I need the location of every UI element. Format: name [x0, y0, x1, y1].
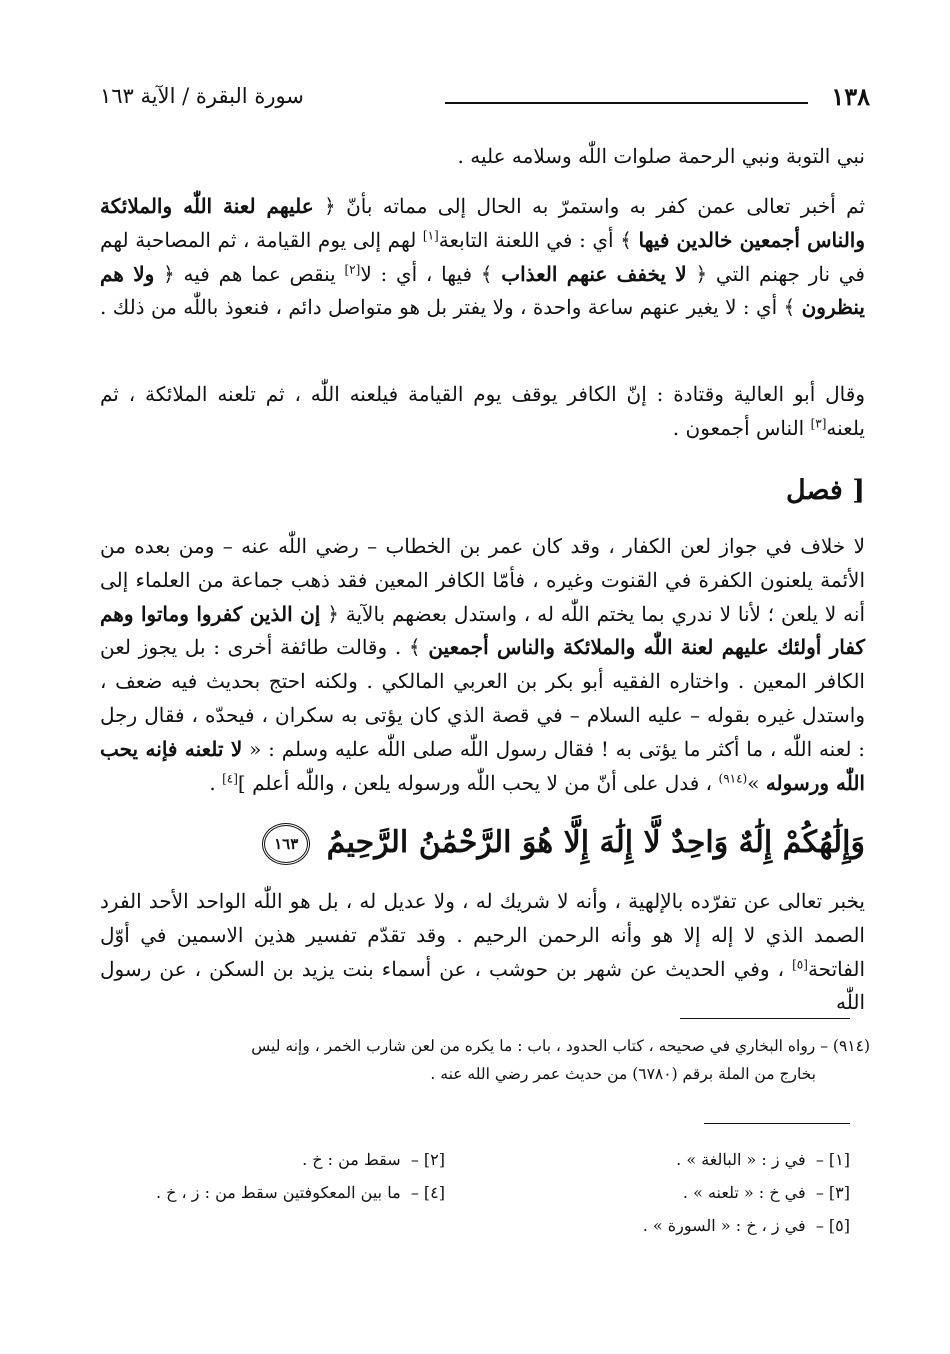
paragraph-5	[100, 885, 865, 1020]
paragraph-1-text: نبي التوبة ونبي الرحمة صلوات اللّٰه وسلامه عليه .	[457, 144, 865, 168]
variant-note-label: [١] –	[815, 1150, 850, 1169]
variant-note	[302, 1147, 445, 1173]
variant-note-label: [٤] –	[410, 1183, 445, 1202]
variant-note-text: في ز : « البالغة » .	[676, 1150, 806, 1169]
hadith-footnote-line: (٩١٤) – رواه البخاري في صحيحه ، كتاب الحدود ، باب : ما يكره من لعن شارب الخمر ، وإنه ليس	[251, 1037, 870, 1055]
footnote-marker: [٤]	[222, 770, 238, 785]
quran-quote: ولا هم ينظرون	[100, 261, 865, 320]
ayah-text: وَإِلَٰهُكُمْ إِلَٰهٌ وَاحِدٌ لَّا إِلَٰهَ إِلَّا هُوَ الرَّحْمَٰنُ الرَّحِيمُ	[326, 825, 865, 860]
paragraph-2	[100, 190, 865, 325]
header-rule	[445, 102, 808, 104]
hadith-footnote	[100, 1032, 870, 1088]
hadith-quote: لا تلعنه فإنه يحب اللّٰه ورسوله	[100, 736, 865, 795]
footnote-marker: [٥]	[792, 956, 808, 971]
surah-title: سورة البقرة / الآية ١٦٣	[100, 84, 304, 108]
footnote-rule	[680, 1018, 850, 1019]
paragraph-4	[100, 530, 865, 800]
quran-quote: لا يخفف عنهم العذاب	[501, 261, 687, 286]
paragraph-2-text: ينقص عما هم فيه ﴿	[154, 261, 345, 286]
variant-note-label: [٥] –	[815, 1216, 850, 1235]
paragraph-3	[100, 378, 865, 446]
ayah-line	[274, 818, 865, 868]
variant-note-text: في ز ، خ : « السورة » .	[642, 1216, 806, 1235]
paragraph-3-text: الناس أجمعون .	[672, 415, 811, 440]
variant-note-label: [٣] –	[815, 1183, 850, 1202]
paragraph-1	[100, 140, 865, 174]
page-number: ١٣٨	[831, 82, 870, 111]
paragraph-2-text: لهم إلى يوم القيامة ، ثم المصاحبة لهم في نار جهنم التي ﴿	[100, 227, 865, 286]
hadith-reference: (٩١٤)	[718, 770, 748, 785]
paragraph-2-text: ﴾ أي : لا يغير عنهم ساعة واحدة ، ولا يفتر بل هو متواصل دائم ، فنعوذ باللّٰه من ذلك .	[100, 295, 802, 320]
variant-note	[683, 1180, 850, 1206]
paragraph-4-text: ، فدل على أنّ من لا يحب اللّٰه ورسوله يلعن ، واللّٰه أعلم ]	[237, 770, 719, 795]
quran-quote: عليهم لعنة اللّٰه والملائكة والناس أجمعين خالدين فيها	[100, 194, 865, 252]
page-header	[100, 84, 870, 120]
ayah-number-medallion: ١٦٣	[262, 823, 310, 865]
variant-note-text: ما بين المعكوفتين سقط من : ز ، خ .	[155, 1183, 401, 1202]
section-heading: [ فصل	[786, 475, 865, 506]
variant-note	[676, 1147, 850, 1173]
paragraph-3-text: وقال أبو العالية وقتادة : إنّ الكافر يوقف يوم القيامة فيلعنه اللّٰه ، ثم تلعنه الملائكة ، ثم يلعنه	[100, 382, 865, 440]
paragraph-4-text: .	[209, 770, 223, 795]
variant-note	[643, 1213, 850, 1239]
variant-note	[156, 1180, 445, 1206]
paragraph-2-text: ﴾ أي : في اللعنة التابعة	[438, 227, 639, 252]
notes-rule	[704, 1123, 850, 1124]
paragraph-4-text: ﴾ . وقالت طائفة أخرى : بل يجوز لعن الكافر المعين . واختاره الفقيه أبو بكر بن العربي المالكي . ولكنه احتج بحديث فيه ضعف ، واستدل غيره بقوله – عليه السلام – في قصة الذي كان يؤتى به سكران ، فيحدّه ، فقال رجل : لعنه اللّٰه ، ما أكثر ما يؤتى به ! فقال رسول اللّٰه صلى اللّٰه عليه وسلم : «	[100, 635, 865, 761]
paragraph-5-text: يخبر تعالى عن تفرّده بالإلهية ، وأنه لا شريك له ، ولا عديل له ، بل هو اللّٰه الواحد الأحد الفرد الصمد الذي لا إله إلا هو وأنه الرحمن الرحيم . وقد تقدّم تفسير هذين الاسمين في أوّل الفاتحة	[100, 889, 865, 981]
paragraph-5-text: ، وفي الحديث عن شهر بن حوشب ، عن أسماء بنت يزيد بن السكن ، عن رسول اللّٰه	[100, 956, 865, 1015]
hadith-footnote-line: بخارج من الملة برقم (٦٧٨٠) من حديث عمر رضي الله عنه .	[430, 1065, 816, 1083]
footnote-marker: [٢]	[344, 261, 361, 276]
paragraph-4-text: لا خلاف في جواز لعن الكفار ، وقد كان عمر بن الخطاب – رضي اللّٰه عنه – ومن بعده من الأئمة يلعنون الكفرة في القنوت وغيره ، فأمّا الكافر المعين فقد ذهب جماعة من العلماء إلى أنه لا يلعن ؛ لأنا لا ندري بما يختم اللّٰه له ، واستدل بعضهم بالآية ﴿	[100, 534, 866, 626]
footnote-marker: [٣]	[810, 416, 827, 431]
variant-note-text: في خ : « تلعنه » .	[682, 1183, 806, 1202]
variant-note-text: سقط من : خ .	[302, 1150, 401, 1169]
footnote-marker: [١]	[422, 228, 439, 243]
paragraph-2-text: ثم أخبر تعالى عمن كفر به واستمرّ به الحال إلى مماته بأنّ ﴿	[313, 194, 865, 218]
paragraph-2-text: ﴾ فيها ، أي : لا	[360, 261, 502, 286]
paragraph-4-text: »	[747, 770, 766, 795]
variant-note-label: [٢] –	[410, 1150, 445, 1169]
quran-quote: إن الذين كفروا وماتوا وهم كفار أولئك عليهم لعنة اللّٰه والملائكة والناس أجمعين	[100, 601, 866, 660]
